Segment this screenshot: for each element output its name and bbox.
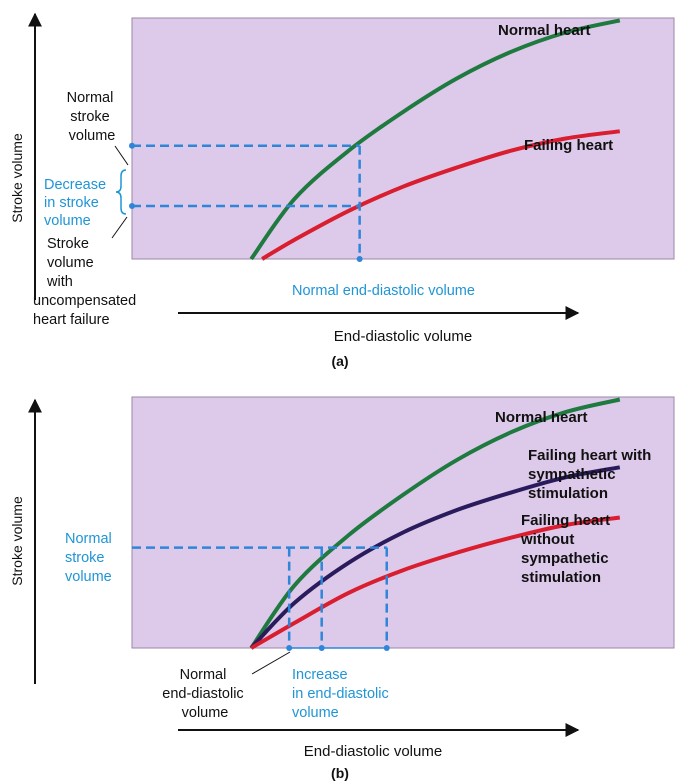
panel-a-normal-sv-dot xyxy=(129,143,135,149)
panel-b-normal-edv-label: Normal end-diastolic volume xyxy=(162,667,244,721)
panel-a xyxy=(9,14,674,369)
panel-a-normal-heart-label: Normal heart xyxy=(498,22,591,39)
panel-a-normal-sv-label: Normal stroke volume xyxy=(66,90,116,144)
panel-a-x-label: End-diastolic volume xyxy=(333,328,473,345)
panel-b-normal-sv-label: Normal stroke volume xyxy=(65,531,112,585)
panel-a-failing-sv-dot xyxy=(129,203,135,209)
panel-b-x-label: End-diastolic volume xyxy=(303,743,443,760)
panel-a-uncompensated-leader xyxy=(112,217,127,238)
panel-b-failing-label: Failing heart without sympathetic stimulation xyxy=(521,512,611,586)
panel-a-caption: (a) xyxy=(331,353,349,369)
panel-b xyxy=(9,397,674,781)
panel-a-uncompensated-label: Stroke volume with uncompensated heart failure xyxy=(33,236,137,328)
panel-b-normal-edv-leader xyxy=(252,652,290,674)
panel-a-decrease-label: Decrease in stroke volume xyxy=(44,177,107,229)
panel-b-y-label: Stroke volume xyxy=(9,496,25,586)
panel-b-increase-label: Increase in end-diastolic volume xyxy=(292,667,389,721)
panel-b-normal-heart-label: Normal heart xyxy=(495,409,588,426)
panel-b-sympathetic-label: Failing heart with sympathetic stimulation xyxy=(528,447,652,502)
panel-b-caption: (b) xyxy=(331,765,349,781)
panel-a-normal-sv-leader xyxy=(115,146,128,165)
panel-a-edv-label: Normal end-diastolic volume xyxy=(292,283,475,299)
panel-a-failing-heart-label: Failing heart xyxy=(524,137,614,154)
panel-a-edv-dot xyxy=(357,256,363,262)
panel-a-y-label: Stroke volume xyxy=(9,133,25,223)
panel-a-decrease-brace xyxy=(116,170,126,214)
